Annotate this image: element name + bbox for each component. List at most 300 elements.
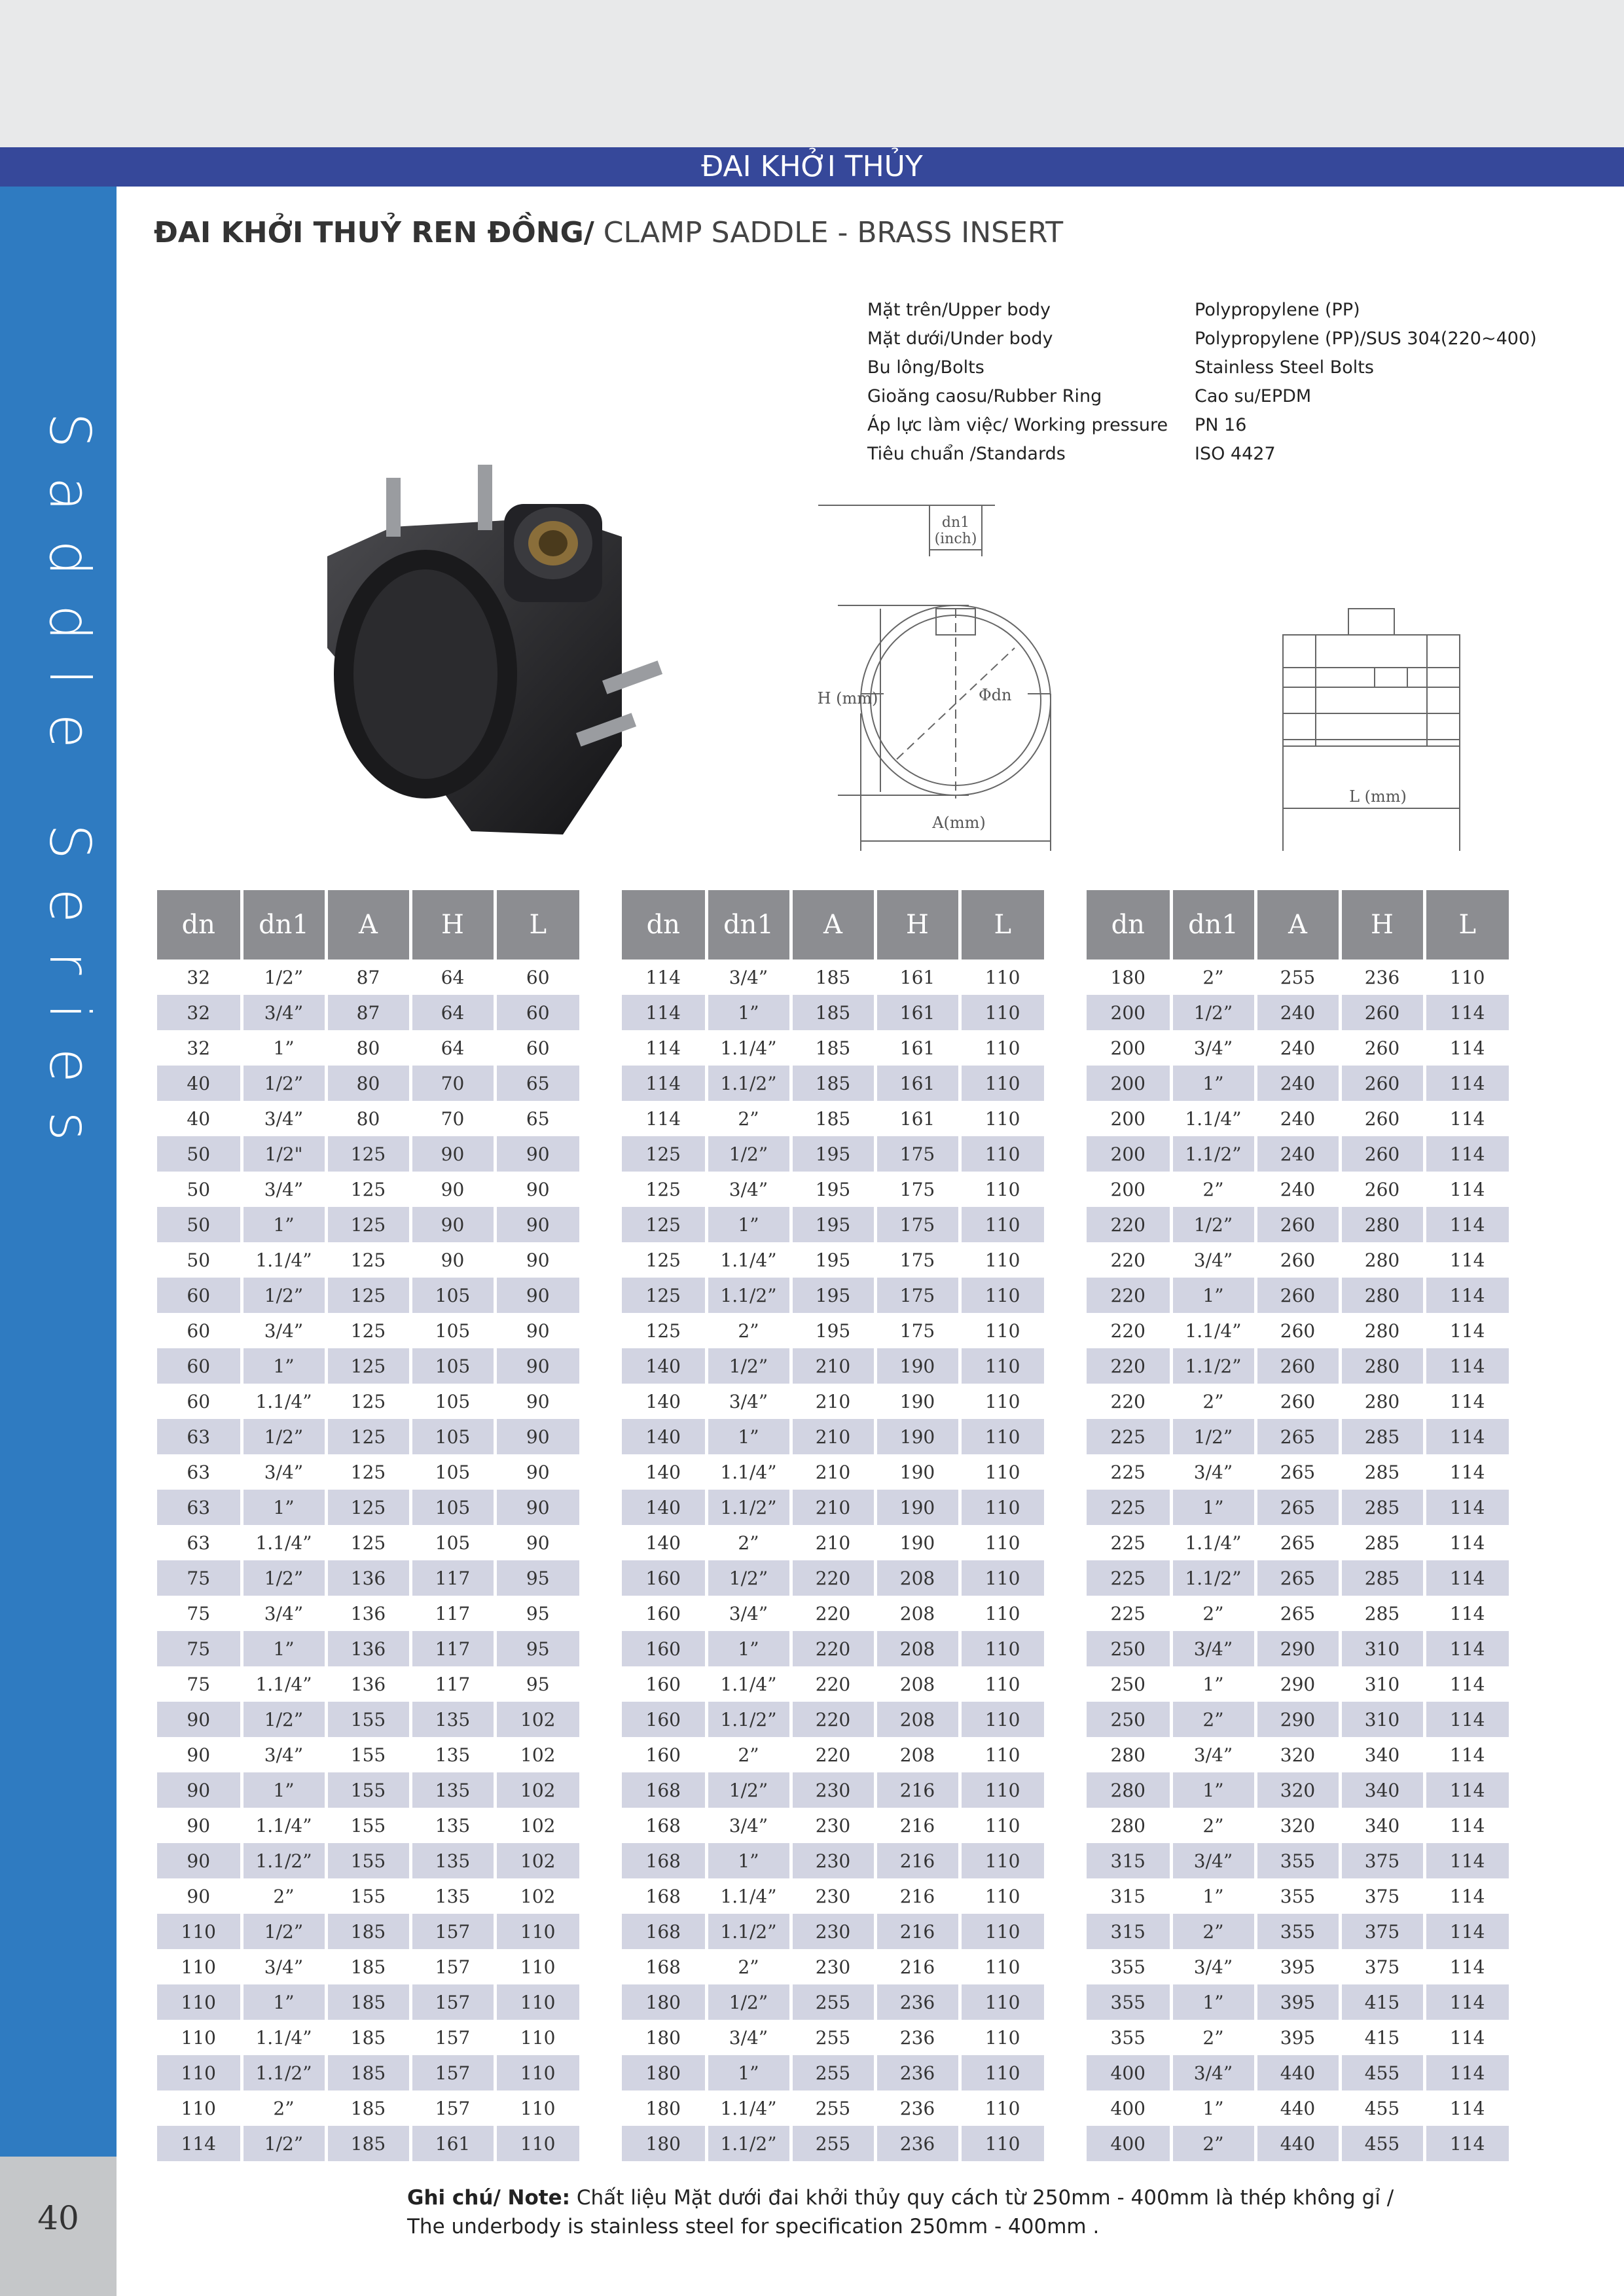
table-cell: 455 <box>1340 2126 1424 2161</box>
table-cell: 220 <box>791 1666 875 1702</box>
table-row <box>1087 1702 1509 1737</box>
table-cell: 208 <box>875 1737 960 1772</box>
table-cell: 90 <box>495 1207 579 1242</box>
table-cell: 110 <box>157 2020 242 2055</box>
table-cell: 63 <box>157 1490 242 1525</box>
table-cell: 110 <box>157 1984 242 2020</box>
table-cell: 125 <box>326 1207 410 1242</box>
table-cell: 2” <box>706 1737 791 1772</box>
table-cell: 216 <box>875 1808 960 1843</box>
table-cell: 1” <box>706 995 791 1030</box>
table-header-row <box>622 890 1044 960</box>
table-cell: 50 <box>157 1136 242 1172</box>
spec-value: Polypropylene (PP)/SUS 304(220~400) <box>1195 329 1537 349</box>
table-cell: 255 <box>791 1984 875 2020</box>
table-cell: 136 <box>326 1596 410 1631</box>
table-cell: 105 <box>410 1313 495 1348</box>
table-row <box>1087 1949 1509 1984</box>
table-cell: 90 <box>157 1808 242 1843</box>
table-cell: 208 <box>875 1702 960 1737</box>
table-cell: 280 <box>1087 1737 1171 1772</box>
table-row <box>1087 1666 1509 1702</box>
table-cell: 168 <box>622 1914 706 1949</box>
table-cell: 160 <box>622 1702 706 1737</box>
table-cell: 90 <box>495 1348 579 1384</box>
table-cell: 114 <box>1424 1596 1509 1631</box>
table-row <box>1087 1560 1509 1596</box>
table-cell: 1/2” <box>1171 1419 1255 1454</box>
table-cell: 395 <box>1255 2020 1340 2055</box>
table-cell: 185 <box>326 1949 410 1984</box>
table-row <box>622 1772 1044 1808</box>
table-cell: 2” <box>242 2090 326 2126</box>
table-row <box>157 1419 579 1454</box>
table-cell: 3/4” <box>1171 1454 1255 1490</box>
product-photo <box>314 465 694 851</box>
table-cell: 3/4” <box>1171 1737 1255 1772</box>
table-cell: 340 <box>1340 1772 1424 1808</box>
table-cell: 3/4” <box>1171 1949 1255 1984</box>
product-title-bold: ĐAI KHỞI THUỶ REN ĐỒNG/ <box>154 216 594 249</box>
spec-value: Cao su/EPDM <box>1195 386 1312 406</box>
table-cell: 32 <box>157 995 242 1030</box>
table-cell: 1” <box>1171 1490 1255 1525</box>
table-cell: 210 <box>791 1490 875 1525</box>
table-cell: 1” <box>706 1207 791 1242</box>
table-cell: 1/2” <box>1171 995 1255 1030</box>
table-cell: 440 <box>1255 2055 1340 2090</box>
table-cell: 185 <box>791 1066 875 1101</box>
table-cell: 225 <box>1087 1419 1171 1454</box>
table-cell: 60 <box>495 995 579 1030</box>
table-row <box>1087 1348 1509 1384</box>
table-cell: 110 <box>960 1949 1044 1984</box>
table-cell: 355 <box>1087 1984 1171 2020</box>
table-row <box>1087 1843 1509 1878</box>
table-cell: 375 <box>1340 1949 1424 1984</box>
table-cell: 1/2” <box>242 1702 326 1737</box>
table-cell: 1” <box>1171 1066 1255 1101</box>
table-cell: 160 <box>622 1560 706 1596</box>
table-cell: 240 <box>1255 1136 1340 1172</box>
table-cell: 155 <box>326 1843 410 1878</box>
table-cell: 105 <box>410 1454 495 1490</box>
table-cell: 105 <box>410 1525 495 1560</box>
table-cell: 185 <box>326 2020 410 2055</box>
table-cell: 140 <box>622 1384 706 1419</box>
spec-label: Gioăng caosu/Rubber Ring <box>867 386 1102 406</box>
table-row <box>622 1525 1044 1560</box>
table-cell: 216 <box>875 1949 960 1984</box>
a-label: A(mm) <box>932 814 986 832</box>
table-cell: 255 <box>791 2126 875 2161</box>
table-cell: 110 <box>960 1454 1044 1490</box>
table-cell: 90 <box>157 1878 242 1914</box>
table-cell: 110 <box>157 2055 242 2090</box>
table-row <box>1087 1172 1509 1207</box>
table-cell: 415 <box>1340 1984 1424 2020</box>
spec-label: Tiêu chuẩn /Standards <box>867 444 1066 464</box>
table-cell: 200 <box>1087 1030 1171 1066</box>
table-cell: 110 <box>960 1207 1044 1242</box>
table-cell: 2” <box>1171 2126 1255 2161</box>
h-label: H (mm) <box>817 689 878 708</box>
table-cell: 236 <box>1340 960 1424 995</box>
table-cell: 285 <box>1340 1454 1424 1490</box>
table-cell: 168 <box>622 1772 706 1808</box>
note-line-2: The underbody is stainless steel for specification 250mm - 400mm . <box>407 2215 1100 2238</box>
table-cell: 340 <box>1340 1808 1424 1843</box>
table-cell: 3/4” <box>242 1596 326 1631</box>
table-cell: 220 <box>791 1737 875 1772</box>
table-cell: 3/4” <box>242 1949 326 1984</box>
spec-row <box>867 411 1489 440</box>
table-cell: 265 <box>1255 1596 1340 1631</box>
table-cell: 110 <box>960 1596 1044 1631</box>
table-cell: 240 <box>1255 995 1340 1030</box>
table-cell: 190 <box>875 1490 960 1525</box>
table-cell: 260 <box>1255 1207 1340 1242</box>
table-cell: 3/4” <box>706 1808 791 1843</box>
table-cell: 260 <box>1340 1136 1424 1172</box>
table-cell: 161 <box>875 1030 960 1066</box>
table-cell: 125 <box>326 1136 410 1172</box>
table-row <box>622 1737 1044 1772</box>
spec-value: ISO 4427 <box>1195 444 1276 464</box>
table-cell: 236 <box>875 2020 960 2055</box>
table-row <box>157 1348 579 1384</box>
table-cell: 110 <box>960 1808 1044 1843</box>
table-row <box>1087 1984 1509 2020</box>
table-cell: 90 <box>495 1454 579 1490</box>
table-row <box>622 1207 1044 1242</box>
table-cell: 160 <box>622 1631 706 1666</box>
table-cell: 117 <box>410 1631 495 1666</box>
table-row <box>157 1737 579 1772</box>
table-cell: 90 <box>495 1525 579 1560</box>
table-cell: 236 <box>875 2090 960 2126</box>
table-cell: 114 <box>1424 2020 1509 2055</box>
table-cell: 230 <box>791 1878 875 1914</box>
table-cell: 160 <box>622 1737 706 1772</box>
table-row <box>622 1490 1044 1525</box>
table-row <box>157 1772 579 1808</box>
spec-label: Mặt trên/Upper body <box>867 300 1051 320</box>
table-cell: 114 <box>1424 1066 1509 1101</box>
table-cell: 136 <box>326 1560 410 1596</box>
table-cell: 1.1/4” <box>242 1384 326 1419</box>
table-cell: 161 <box>410 2126 495 2161</box>
table-row <box>622 960 1044 995</box>
table-cell: 395 <box>1255 1949 1340 1984</box>
table-cell: 1/2” <box>242 1066 326 1101</box>
table-cell: 190 <box>875 1454 960 1490</box>
table-cell: 3/4” <box>242 1313 326 1348</box>
table-cell: 70 <box>410 1066 495 1101</box>
table-row <box>1087 1313 1509 1348</box>
table-cell: 90 <box>410 1242 495 1278</box>
table-cell: 2” <box>1171 1702 1255 1737</box>
table-cell: 250 <box>1087 1666 1171 1702</box>
table-cell: 175 <box>875 1207 960 1242</box>
table-cell: 2” <box>706 1525 791 1560</box>
table-cell: 220 <box>1087 1207 1171 1242</box>
table-row <box>157 2055 579 2090</box>
table-cell: 102 <box>495 1808 579 1843</box>
table-cell: 114 <box>1424 1772 1509 1808</box>
table-cell: 1.1/2” <box>706 1914 791 1949</box>
table-cell: 1.1/2” <box>706 2126 791 2161</box>
column-header: dn <box>622 890 706 960</box>
table-cell: 375 <box>1340 1878 1424 1914</box>
table-cell: 110 <box>960 1737 1044 1772</box>
table-cell: 290 <box>1255 1631 1340 1666</box>
table-cell: 280 <box>1087 1808 1171 1843</box>
table-cell: 90 <box>157 1772 242 1808</box>
table-cell: 280 <box>1340 1384 1424 1419</box>
table-row <box>157 1313 579 1348</box>
table-cell: 2” <box>1171 1808 1255 1843</box>
table-cell: 210 <box>791 1419 875 1454</box>
dn1-unit-label: (inch) <box>934 531 977 547</box>
table-cell: 455 <box>1340 2090 1424 2126</box>
table-cell: 1” <box>242 1631 326 1666</box>
table-cell: 1/2” <box>242 960 326 995</box>
table-cell: 136 <box>326 1666 410 1702</box>
table-row <box>622 1596 1044 1631</box>
table-cell: 90 <box>410 1207 495 1242</box>
table-cell: 114 <box>1424 1878 1509 1914</box>
table-cell: 110 <box>960 1313 1044 1348</box>
table-cell: 210 <box>791 1348 875 1384</box>
table-cell: 225 <box>1087 1560 1171 1596</box>
table-cell: 195 <box>791 1278 875 1313</box>
table-row <box>1087 1454 1509 1490</box>
table-cell: 155 <box>326 1808 410 1843</box>
table-cell: 63 <box>157 1419 242 1454</box>
table-cell: 1/2” <box>706 1560 791 1596</box>
table-cell: 80 <box>326 1066 410 1101</box>
table-cell: 255 <box>791 2090 875 2126</box>
table-cell: 280 <box>1340 1348 1424 1384</box>
table-cell: 1/2” <box>706 1984 791 2020</box>
table-cell: 125 <box>326 1490 410 1525</box>
table-row <box>1087 1207 1509 1242</box>
table-cell: 175 <box>875 1172 960 1207</box>
table-row <box>1087 1384 1509 1419</box>
table-cell: 125 <box>326 1348 410 1384</box>
table-cell: 265 <box>1255 1454 1340 1490</box>
table-cell: 260 <box>1340 1101 1424 1136</box>
table-cell: 157 <box>410 2090 495 2126</box>
table-cell: 114 <box>1424 1808 1509 1843</box>
table-row <box>1087 1631 1509 1666</box>
table-cell: 155 <box>326 1737 410 1772</box>
table-cell: 3/4” <box>1171 1631 1255 1666</box>
table-cell: 236 <box>875 2055 960 2090</box>
table-cell: 3/4” <box>242 1101 326 1136</box>
table-cell: 114 <box>1424 2126 1509 2161</box>
table-row <box>157 1101 579 1136</box>
table-cell: 32 <box>157 1030 242 1066</box>
table-cell: 1.1/4” <box>242 1525 326 1560</box>
table-row <box>1087 1914 1509 1949</box>
table-cell: 3/4” <box>706 2020 791 2055</box>
table-cell: 114 <box>622 1030 706 1066</box>
table-cell: 225 <box>1087 1525 1171 1560</box>
table-cell: 90 <box>495 1136 579 1172</box>
dimension-table-3 <box>1087 890 1509 2161</box>
table-cell: 185 <box>791 960 875 995</box>
table-cell: 285 <box>1340 1560 1424 1596</box>
table-row <box>622 1384 1044 1419</box>
table-cell: 110 <box>157 2090 242 2126</box>
table-row <box>622 1136 1044 1172</box>
table-cell: 195 <box>791 1172 875 1207</box>
table-cell: 185 <box>326 2090 410 2126</box>
table-cell: 180 <box>622 2126 706 2161</box>
table-cell: 114 <box>1424 1348 1509 1384</box>
table-cell: 185 <box>326 2126 410 2161</box>
table-cell: 265 <box>1255 1419 1340 1454</box>
table-cell: 220 <box>791 1560 875 1596</box>
table-cell: 1/2” <box>242 1914 326 1949</box>
table-row <box>622 1878 1044 1914</box>
table-cell: 110 <box>960 1242 1044 1278</box>
table-cell: 200 <box>1087 1136 1171 1172</box>
table-row <box>622 1560 1044 1596</box>
table-cell: 117 <box>410 1596 495 1631</box>
table-cell: 255 <box>1255 960 1340 995</box>
table-cell: 161 <box>875 995 960 1030</box>
table-cell: 168 <box>622 1843 706 1878</box>
table-cell: 180 <box>622 2055 706 2090</box>
table-cell: 210 <box>791 1525 875 1560</box>
phi-label: Φdn <box>979 686 1012 704</box>
table-cell: 3/4” <box>242 995 326 1030</box>
table-cell: 220 <box>791 1702 875 1737</box>
column-header: L <box>960 890 1044 960</box>
table-row <box>157 1278 579 1313</box>
table-cell: 315 <box>1087 1843 1171 1878</box>
table-cell: 236 <box>875 1984 960 2020</box>
table-cell: 125 <box>326 1172 410 1207</box>
table-row <box>157 1666 579 1702</box>
table-row <box>622 1278 1044 1313</box>
table-cell: 395 <box>1255 1984 1340 2020</box>
table-cell: 160 <box>622 1666 706 1702</box>
table-cell: 220 <box>1087 1348 1171 1384</box>
table-row <box>1087 2090 1509 2126</box>
table-cell: 216 <box>875 1878 960 1914</box>
table-cell: 1.1/2” <box>1171 1136 1255 1172</box>
table-cell: 114 <box>1424 1490 1509 1525</box>
table-cell: 220 <box>791 1631 875 1666</box>
table-cell: 95 <box>495 1631 579 1666</box>
table-cell: 2” <box>706 1101 791 1136</box>
table-cell: 168 <box>622 1949 706 1984</box>
table-cell: 110 <box>157 1914 242 1949</box>
table-cell: 230 <box>791 1914 875 1949</box>
table-cell: 114 <box>1424 1737 1509 1772</box>
table-cell: 3/4” <box>706 1384 791 1419</box>
table-cell: 2” <box>1171 1914 1255 1949</box>
table-cell: 60 <box>157 1313 242 1348</box>
table-cell: 1/2” <box>242 1560 326 1596</box>
table-cell: 3/4” <box>1171 1030 1255 1066</box>
table-cell: 1.1/4” <box>706 2090 791 2126</box>
table-row <box>622 1030 1044 1066</box>
table-cell: 114 <box>1424 995 1509 1030</box>
table-cell: 290 <box>1255 1702 1340 1737</box>
table-cell: 3/4” <box>706 1172 791 1207</box>
table-row <box>1087 1136 1509 1172</box>
column-header: dn <box>157 890 242 960</box>
table-row <box>157 1066 579 1101</box>
table-cell: 185 <box>326 1914 410 1949</box>
table-cell: 1/2" <box>242 1136 326 1172</box>
table-cell: 280 <box>1340 1242 1424 1278</box>
table-row <box>157 1984 579 2020</box>
table-cell: 216 <box>875 1843 960 1878</box>
table-cell: 400 <box>1087 2126 1171 2161</box>
table-cell: 175 <box>875 1242 960 1278</box>
table-cell: 1” <box>1171 1878 1255 1914</box>
table-cell: 220 <box>1087 1278 1171 1313</box>
table-cell: 280 <box>1340 1313 1424 1348</box>
table-cell: 114 <box>1424 1843 1509 1878</box>
table-cell: 265 <box>1255 1560 1340 1596</box>
table-header-row <box>1087 890 1509 960</box>
table-cell: 225 <box>1087 1454 1171 1490</box>
table-cell: 200 <box>1087 1172 1171 1207</box>
table-cell: 125 <box>326 1384 410 1419</box>
table-cell: 220 <box>1087 1384 1171 1419</box>
table-row <box>157 2020 579 2055</box>
table-cell: 114 <box>1424 1631 1509 1666</box>
dn1-label: dn1 <box>941 514 970 531</box>
table-row <box>157 1808 579 1843</box>
table-row <box>622 1808 1044 1843</box>
table-row <box>1087 1066 1509 1101</box>
table-cell: 190 <box>875 1348 960 1384</box>
footnote <box>407 2183 1394 2241</box>
table-cell: 110 <box>495 2090 579 2126</box>
table-cell: 260 <box>1340 1172 1424 1207</box>
table-cell: 75 <box>157 1596 242 1631</box>
table-cell: 90 <box>495 1419 579 1454</box>
table-cell: 415 <box>1340 2020 1424 2055</box>
front-diagram <box>812 497 1165 851</box>
table-row <box>157 1172 579 1207</box>
product-title <box>154 216 1063 249</box>
table-row <box>1087 1278 1509 1313</box>
table-cell: 2” <box>1171 2020 1255 2055</box>
table-cell: 1/2” <box>706 1348 791 1384</box>
table-cell: 40 <box>157 1066 242 1101</box>
table-cell: 1/2” <box>242 2126 326 2161</box>
table-cell: 90 <box>495 1242 579 1278</box>
column-header: dn <box>1087 890 1171 960</box>
table-row <box>622 1949 1044 1984</box>
table-cell: 185 <box>326 1984 410 2020</box>
table-cell: 114 <box>1424 1560 1509 1596</box>
table-cell: 114 <box>1424 1172 1509 1207</box>
table-cell: 3/4” <box>1171 1843 1255 1878</box>
column-header: A <box>791 890 875 960</box>
table-cell: 102 <box>495 1702 579 1737</box>
table-cell: 230 <box>791 1808 875 1843</box>
